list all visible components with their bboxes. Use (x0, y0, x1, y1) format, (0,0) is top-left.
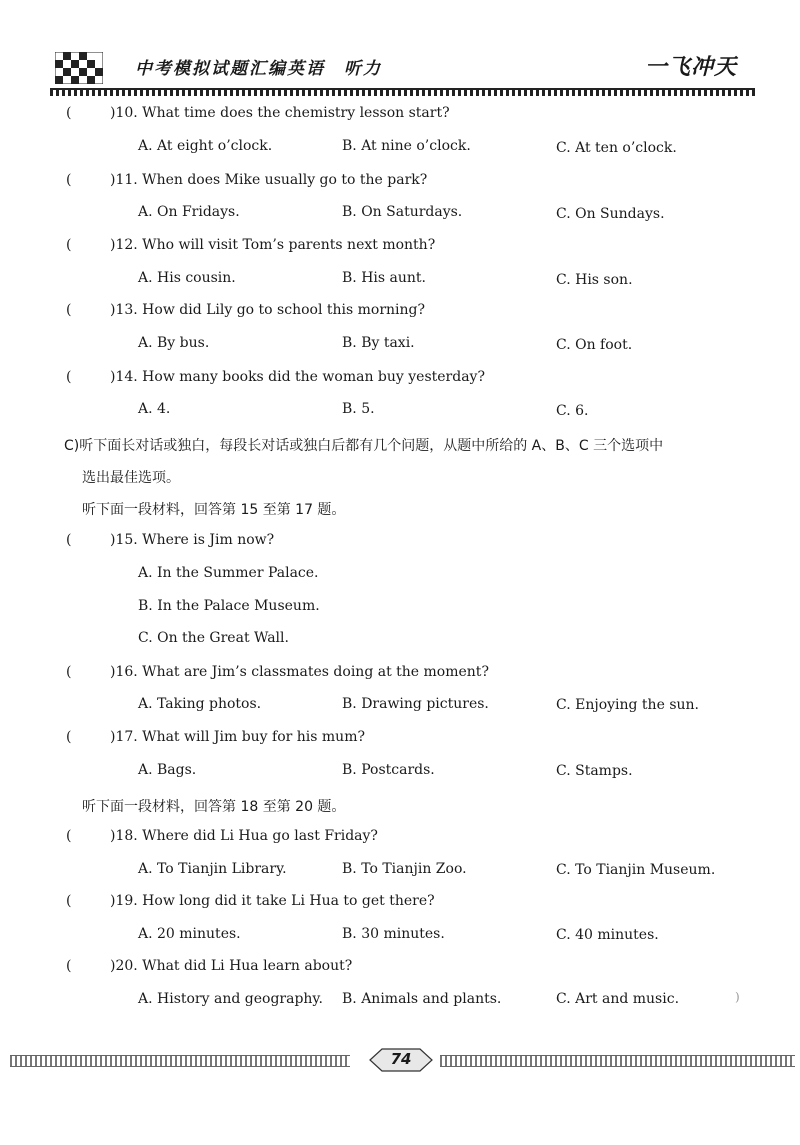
option-c: C. At ten o’clock. (556, 140, 677, 156)
option-c: C. To Tianjin Museum. (556, 862, 716, 878)
answer-blank[interactable]: ( (66, 369, 72, 385)
option-a: A. In the Summer Palace. (138, 565, 319, 581)
page-number: 74 (390, 1050, 412, 1068)
answer-blank[interactable]: ( (66, 237, 72, 253)
option-b: B. By taxi. (342, 335, 415, 351)
option-b: B. At nine o’clock. (342, 138, 471, 154)
answer-blank[interactable]: ( (66, 105, 72, 121)
option-a: A. On Fridays. (138, 204, 240, 220)
option-c: C. His son. (556, 272, 633, 288)
answer-blank[interactable]: ( (66, 958, 72, 974)
option-c: C. Enjoying the sun. (556, 697, 699, 713)
option-c: C. 6. (556, 403, 589, 419)
option-c: C. Art and music. (556, 991, 680, 1007)
option-b: B. Postcards. (342, 762, 435, 778)
answer-blank[interactable]: ( (66, 532, 72, 548)
option-b: B. Animals and plants. (342, 991, 502, 1007)
question-stem: )20. What did Li Hua learn about? (110, 958, 353, 974)
header-dotted-rule (50, 90, 755, 96)
option-b: B. On Saturdays. (342, 204, 463, 220)
option-b: B. 5. (342, 401, 375, 417)
question-stem: )19. How long did it take Li Hua to get there? (110, 893, 435, 909)
option-a: A. To Tianjin Library. (138, 861, 287, 877)
footer-pattern-right (440, 1055, 795, 1067)
answer-blank[interactable]: ( (66, 729, 72, 745)
option-a: A. Taking photos. (138, 696, 262, 712)
question-stem: )17. What will Jim buy for his mum? (110, 729, 365, 745)
stray-mark: ) (735, 990, 740, 1004)
option-a: A. At eight o’clock. (138, 138, 273, 154)
option-b: B. Drawing pictures. (342, 696, 489, 712)
option-b: B. His aunt. (342, 270, 426, 286)
question-stem: )15. Where is Jim now? (110, 532, 275, 548)
footer-pattern-left (10, 1055, 350, 1067)
option-c: C. On the Great Wall. (138, 630, 289, 646)
option-a: A. Bags. (138, 762, 197, 778)
answer-blank[interactable]: ( (66, 302, 72, 318)
answer-blank[interactable]: ( (66, 172, 72, 188)
option-a: A. History and geography. (138, 991, 323, 1007)
header-title: 中考模拟试题汇编英语 听力 (135, 59, 382, 79)
option-b: B. To Tianjin Zoo. (342, 861, 467, 877)
answer-blank[interactable]: ( (66, 664, 72, 680)
option-c: C. 40 minutes. (556, 927, 659, 943)
question-stem: )12. Who will visit Tom’s parents next month? (110, 237, 436, 253)
question-stem: )11. When does Mike usually go to the park? (110, 172, 428, 188)
option-a: A. His cousin. (138, 270, 236, 286)
option-a: A. 20 minutes. (138, 926, 241, 942)
material-heading: 听下面一段材料，回答第 15 至第 17 题。 (82, 502, 346, 518)
answer-blank[interactable]: ( (66, 828, 72, 844)
option-c: C. On Sundays. (556, 206, 665, 222)
question-stem: )10. What time does the chemistry lesson start? (110, 105, 450, 121)
option-c: C. Stamps. (556, 763, 633, 779)
question-stem: )13. How did Lily go to school this morning? (110, 302, 426, 318)
option-b: B. 30 minutes. (342, 926, 445, 942)
question-stem: )18. Where did Li Hua go last Friday? (110, 828, 378, 844)
question-stem: )16. What are Jim’s classmates doing at the moment? (110, 664, 489, 680)
checkerboard-logo-icon (55, 52, 103, 84)
answer-blank[interactable]: ( (66, 893, 72, 909)
option-a: A. By bus. (138, 335, 210, 351)
option-b: B. In the Palace Museum. (138, 598, 320, 614)
section-c-instructions-cont: 选出最佳选项。 (82, 470, 180, 486)
material-heading: 听下面一段材料，回答第 18 至第 20 题。 (82, 799, 346, 815)
page-header (0, 40, 800, 100)
section-c-instructions: C)听下面长对话或独白，每段长对话或独白后都有几个问题，从题中所给的 A、B、C 三个选项中 (64, 438, 664, 454)
option-c: C. On foot. (556, 337, 633, 353)
header-brand: 一飞冲天 (645, 55, 738, 80)
option-a: A. 4. (138, 401, 171, 417)
question-stem: )14. How many books did the woman buy yesterday? (110, 369, 485, 385)
